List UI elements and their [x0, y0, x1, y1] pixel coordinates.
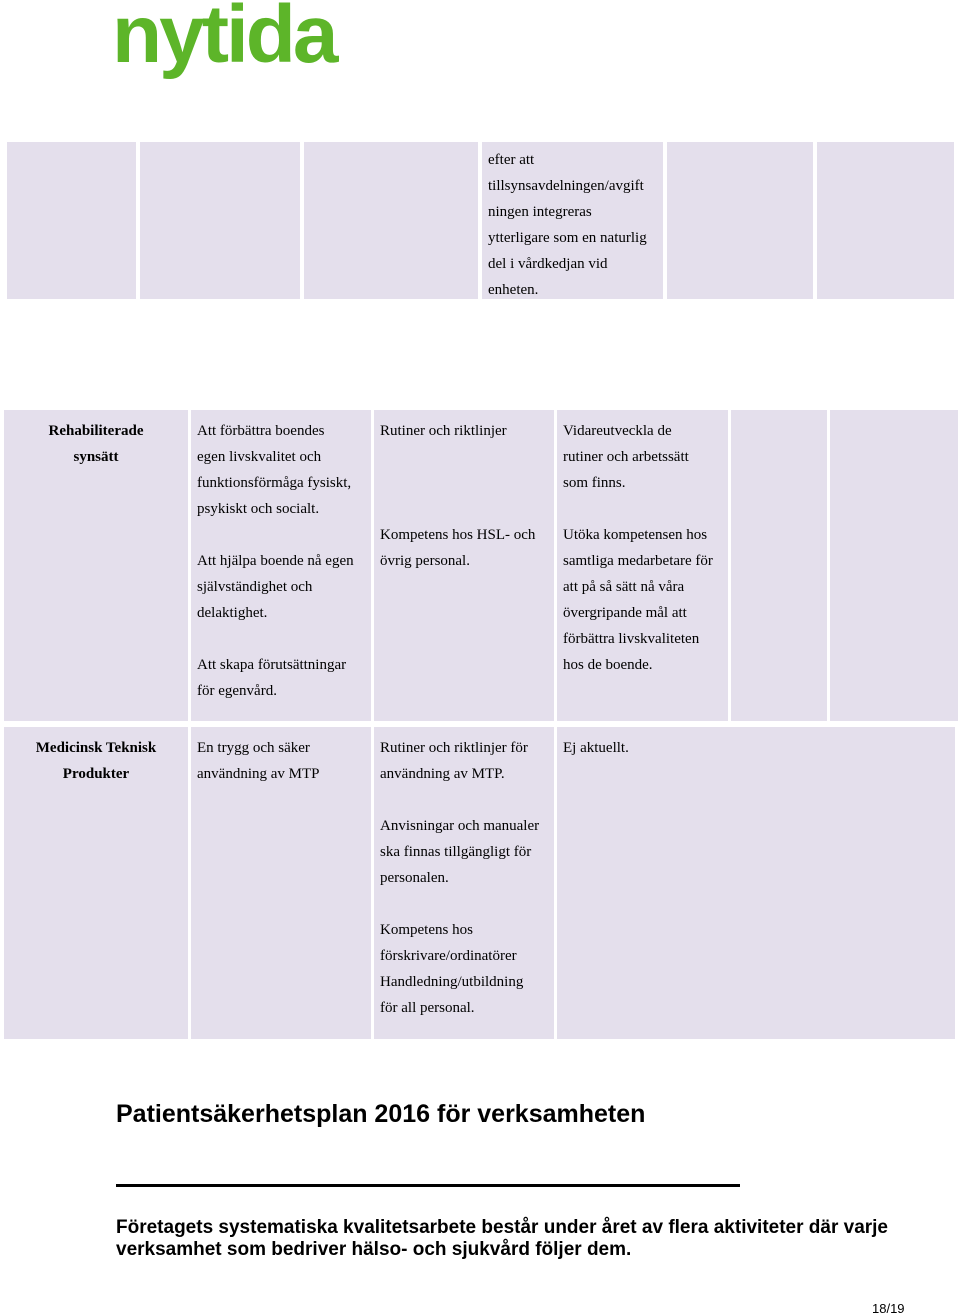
row2-area-cell	[4, 727, 188, 1039]
row2-measure-3: Kompetens hos förskrivare/ordinatörer Handledning/utbildning för all personal.	[380, 922, 524, 1016]
row2-measures-cell	[374, 727, 554, 1039]
row2-measure-1: Rutiner och riktlinjer för användning av MTP.	[380, 740, 528, 782]
row2-actions-cell	[557, 727, 955, 1039]
row1-goal-1: Att förbättra boendes egen livskvalitet och funktionsförmåga fysiskt, psykiskt och socialt.	[197, 423, 352, 517]
top-cell-5	[667, 142, 813, 299]
top-cell-3	[304, 142, 478, 299]
nytida-logo	[112, 0, 372, 92]
row1-goals-cell	[191, 410, 371, 721]
heading-rule	[116, 1184, 740, 1187]
row1-actions-cell	[557, 410, 728, 721]
top-cell-text: efter att tillsynsavdelningen/avgift ningen integreras ytterligare som en naturlig del i vårdkedjan vid enheten.	[488, 152, 647, 298]
row1-empty-cell-1	[731, 410, 827, 721]
row1-measure-2: Kompetens hos HSL- och övrig personal.	[380, 527, 536, 569]
intro-paragraph: Företagets systematiska kvalitetsarbete består under året av flera aktiviteter där varje verksamhet som bedriver hälso- och sjukvård följer dem.	[116, 1217, 888, 1260]
top-cell-1	[7, 142, 136, 299]
top-cell-6	[817, 142, 954, 299]
row2-goals-cell	[191, 727, 371, 1039]
top-cell-2	[140, 142, 300, 299]
row1-measure-1: Rutiner och riktlinjer	[380, 423, 507, 439]
logo-text: nytida	[112, 0, 336, 80]
row2-goal-1: En trygg och säker användning av MTP	[197, 740, 320, 782]
row1-goal-2: Att hjälpa boende nå egen självständighet och delaktighet.	[197, 553, 354, 621]
row2-measure-2: Anvisningar och manualer ska finnas tillgängligt för personalen.	[380, 818, 540, 886]
row1-action-2: Utöka kompetensen hos samtliga medarbetare för att på så sätt nå våra övergripande mål att förbättra livskvaliteten hos de boende.	[563, 527, 713, 673]
row1-area: Rehabiliterade synsätt	[48, 423, 144, 465]
row1-empty-cell-2	[830, 410, 958, 721]
row1-goal-3: Att skapa förutsättningar för egenvård.	[197, 657, 347, 699]
row2-action-1: Ej aktuellt.	[563, 740, 629, 756]
page-heading: Patientsäkerhetsplan 2016 för verksamheten	[116, 1100, 646, 1128]
page-number: 18/19	[872, 1301, 905, 1316]
row1-measures-cell	[374, 410, 554, 721]
row1-action-1: Vidareutveckla de rutiner och arbetssätt som finns.	[563, 423, 689, 491]
row2-area: Medicinsk Teknisk Produkter	[35, 740, 157, 782]
row1-area-cell	[4, 410, 188, 721]
top-cell-4	[482, 142, 663, 299]
